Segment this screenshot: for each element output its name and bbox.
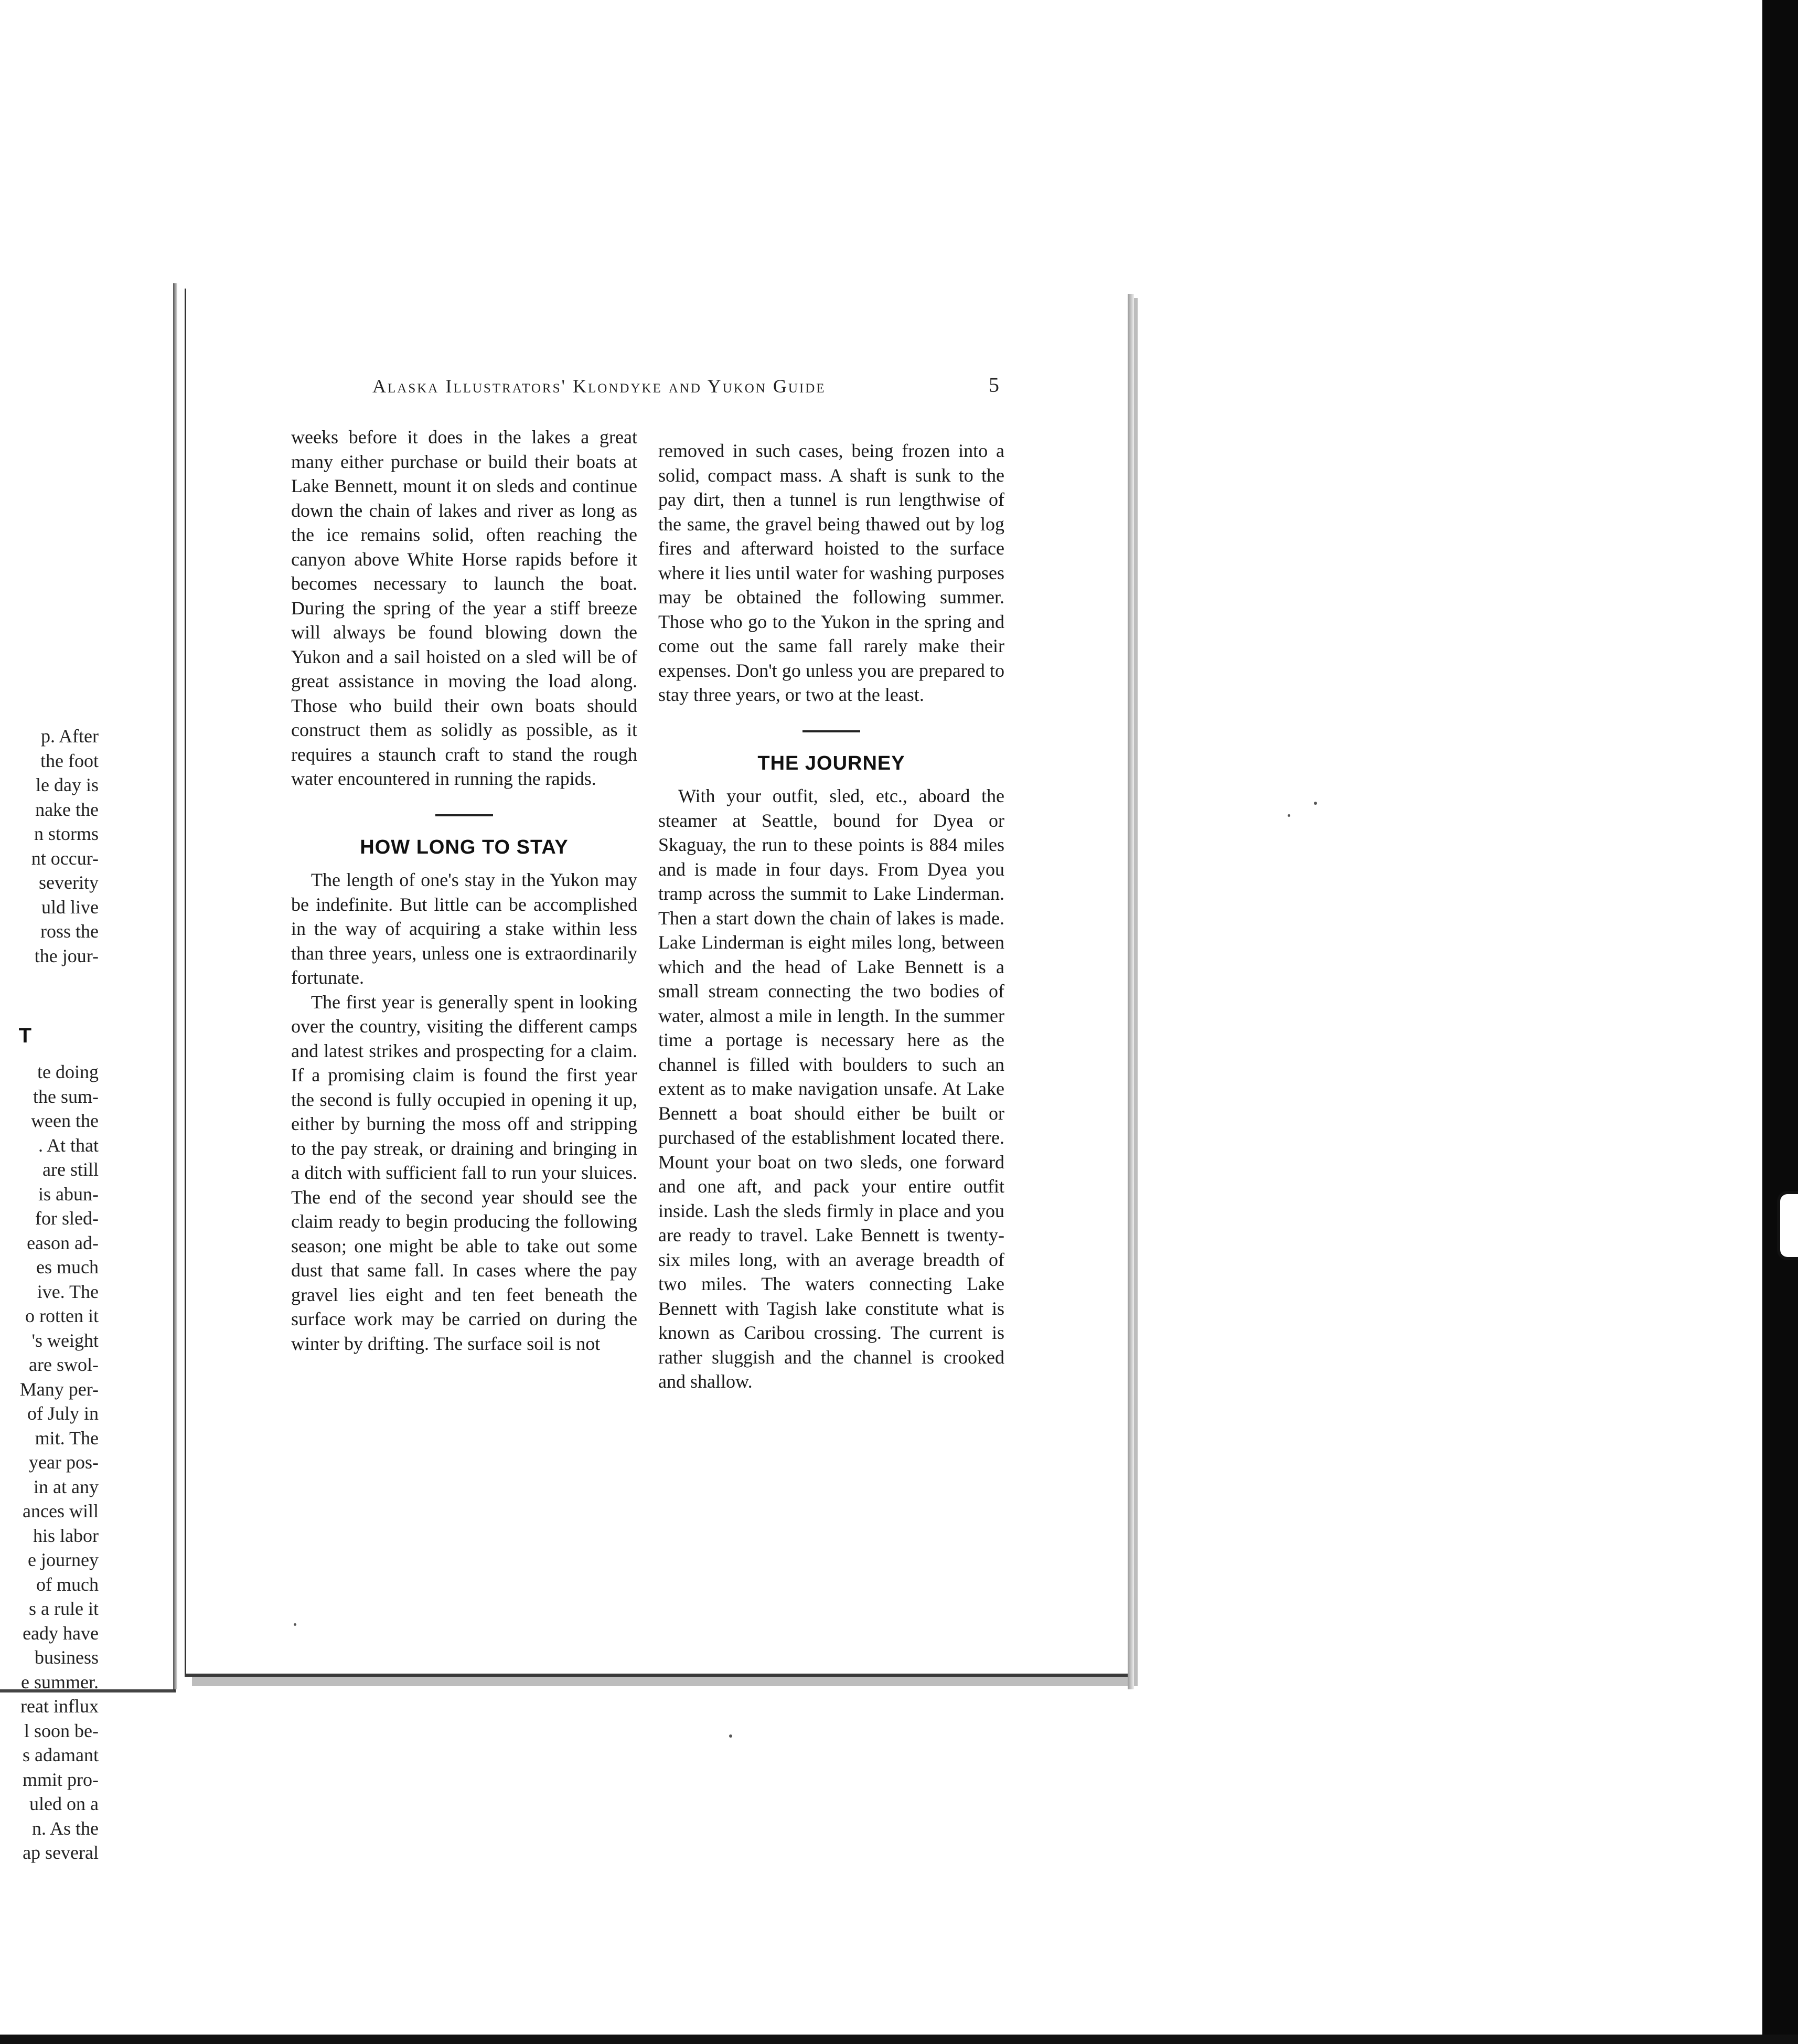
paragraph: removed in such cases, being frozen into a solid, compact mass. A shaft is sunk to the pay dirt, then a tunnel is run lengthwise of the same, the gravel being thawed out by log fires and afterward hoisted to the surface where it lies until water for washing purposes may be obtained the following summer. Those who go to the Yukon in the spring and come out the same fall rarely make their expenses. Don't go unless you are prepared to stay three years, or two at the least. [658,440,1004,705]
section-divider [802,730,860,732]
left-page-line: in at any [34,1476,99,1497]
left-page-line: ive. The [37,1281,99,1302]
paragraph: The length of one's stay in the Yukon may be indefinite. But little can be accomplished in the way of acquiring a stake within less than three years, unless one is extraordinarily fortunate. [291,869,637,988]
scan-speck [729,1734,732,1738]
left-page-line: the foot [40,750,99,771]
left-page-line: Many per- [19,1378,99,1400]
left-page-line: mit. The [35,1427,99,1449]
left-page-line: te doing [37,1061,99,1082]
paragraph: With your outfit, sled, etc., aboard the steamer at Seattle, bound for Dyea or Skaguay, the run to these points is 884 miles and is made in four days. From Dyea you tramp across the summit to Lake Linderman. Then a start down the chain of lakes is made. Lake Linderman is eight miles long, between which and the head of Lake Bennett is a small stream connecting the two bodies of water, almost a mile in length. In the summer time a portage is necessary here as the channel is filled with boulders to such an extent as to make navigation unsafe. At Lake Bennett a boat should either be built or purchased of the establishment located there. Mount your boat on two sleds, one forward and one aft, and pack your entire outfit inside. Lash the sleds firmly in place and you are ready to travel. Lake Bennett is twenty-six miles long, with an average breadth of two miles. The waters connecting Lake Bennett with Tagish lake constitute what is known as Caribou crossing. The current is rather sluggish and the channel is crooked and shallow. [658,785,1004,1392]
text-column-left [291,425,637,1356]
left-page-line: are swol- [29,1354,99,1375]
left-page-line: n storms [34,823,99,844]
scan-speck [294,1623,296,1626]
running-head: Alaska Illustrators' Klondyke and Yukon Guide [372,376,826,397]
scan-border-right [1762,0,1798,2044]
left-page-line: ances will [23,1500,99,1521]
left-page-line: reat influx [20,1696,99,1717]
left-page-line: eady have [23,1622,99,1644]
book-spine [173,283,177,1689]
paragraph: The first year is generally spent in looking over the country, visiting the different camps and latest strikes and prospecting for a claim. If a promising claim is found the first year the second is fully occupied in opening it up, either by burning the moss off and stripping to the pay streak, or draining and bringing in a ditch with sufficient fall to run your sluices. The end of the second year should see the claim ready to begin producing the following season; one might be able to take out some dust that same fall. In cases where the pay gravel lies eight and ten feet beneath the surface work may be carried on during the winter by drifting. The surface soil is not [291,991,637,1354]
left-page-line: is abun- [38,1183,99,1205]
left-page-line: s a rule it [29,1598,99,1619]
left-page-line: the jour- [34,945,99,966]
left-page-line: mmit pro- [23,1769,99,1790]
left-page-text-bottom [0,1060,99,1865]
page-edge [1128,294,1134,1689]
section-divider [435,814,493,816]
right-page [185,289,1130,1677]
left-page-line: year pos- [29,1452,99,1473]
scan-speck [1288,814,1290,817]
left-page-line: s adamant [23,1744,99,1765]
left-page-line: l soon be- [24,1720,99,1741]
left-page-line: 's weight [31,1329,99,1351]
left-page-line: uled on a [29,1793,99,1814]
scan-border-bottom [0,2035,1798,2044]
left-page [0,294,176,1863]
left-page-line: severity [39,872,99,893]
left-page-text-top [0,724,99,968]
left-page-line: o rotten it [25,1305,99,1326]
left-page-line: are still [42,1159,99,1180]
paragraph: weeks before it does in the lakes a great many either purchase or build their boats at Lake Bennett, mount it on sleds and continue down the chain of lakes and river as long as the ice remains solid, often reaching the canyon above White Horse rapids before it becomes necessary to launch the boat. During the spring of the year a stiff breeze will always be found blowing down the Yukon and a sail hoisted on a sled will be of great assistance in moving the load along. Those who build their own boats should construct them as solidly as possible, as it requires a staunch craft to stand the rough water encountered in running the rapids. [291,427,637,789]
left-page-line: of July in [27,1403,99,1424]
text-column-right [658,439,1004,1394]
section-heading-the-journey: THE JOURNEY [757,752,905,774]
left-page-line: p. After [41,726,99,747]
left-page-line: business [34,1647,99,1668]
left-page-line: ap several [23,1842,99,1863]
left-page-line: of much [36,1573,99,1595]
left-page-line: uld live [41,896,99,918]
left-page-line: ross the [40,921,99,942]
left-page-line: es much [36,1257,99,1278]
left-page-line: eason ad- [27,1232,99,1253]
left-page-partial-heading: T [18,1024,31,1047]
section-heading-how-long-to-stay: HOW LONG TO STAY [360,836,569,858]
left-page-line: nt occur- [31,847,99,869]
left-page-line: for sled- [35,1208,99,1229]
left-page-line: le day is [36,774,99,795]
left-page-line: . At that [38,1134,99,1156]
left-page-line: n. As the [31,1817,99,1839]
left-page-line: e summer. [21,1671,99,1692]
left-page-line: his labor [33,1525,99,1546]
left-page-line: the sum- [33,1085,99,1107]
left-page-line: ween the [31,1110,99,1131]
binding-clip [1777,1191,1798,1260]
left-page-line: nake the [35,799,99,820]
page-number: 5 [989,373,999,397]
left-page-line: e journey [28,1549,99,1570]
scan-speck [1314,802,1317,805]
